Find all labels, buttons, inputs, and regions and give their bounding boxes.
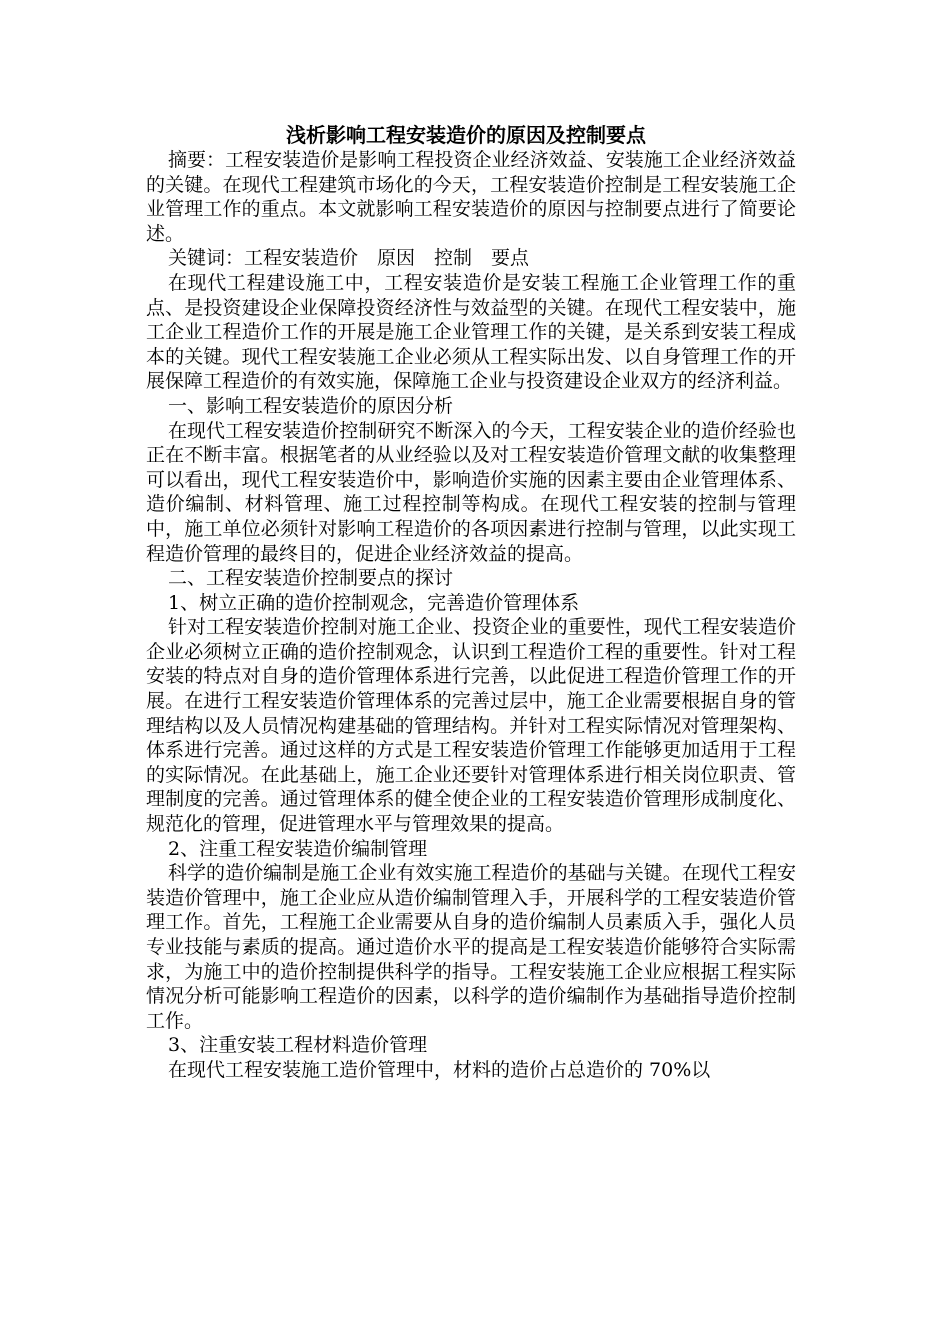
subsection3-paragraph: 在现代工程安装施工造价管理中，材料的造价占总造价的 70%以 (168, 1058, 711, 1081)
subsection2-paragraph: 科学的造价编制是施工企业有效实施工程造价的基础与关键。在现代工程安装造价管理中，施工企业应从造价编制管理入手，开展科学的工程安装造价管理工作。首先，工程施工企业需要从自身的造价编制人员素质入手，强化人员专业技能与素质的提高。通过造价水平的提高是工程安装造价能够符合实际需求，为施工中的造价控制提供科学的指导。工程安装施工企业应根据工程实际情况分析可能影响工程造价的因素，以科学的造价编制作为基础指导造价控制工作。 (146, 862, 796, 1032)
section1-paragraph: 在现代工程安装造价控制研究不断深入的今天，工程安装企业的造价经验也正在不断丰富。根据笔者的从业经验以及对工程安装造价管理文献的收集整理可以看出，现代工程安装造价中，影响造价实施的因素主要由企业管理体系、造价编制、材料管理、施工过程控制等构成。在现代工程安装的控制与管理中，施工单位必须针对影响工程造价的各项因素进行控制与管理，以此实现工程造价管理的最终目的，促进企业经济效益的提高。 (146, 419, 796, 565)
keywords-line: 关键词：工程安装造价 原因 控制 要点 (168, 247, 530, 270)
subsection1-paragraph: 针对工程安装造价控制对施工企业、投资企业的重要性，现代工程安装造价企业必须树立正确的造价控制观念，认识到工程造价工程的重要性。针对工程安装的特点对自身的造价管理体系进行完善，以此促进工程造价管理工作的开展。在进行工程安装造价管理体系的完善过层中，施工企业需要根据自身的管理结构以及人员情况构建基础的管理结构。并针对工程实际情况对管理架构、体系进行完善。通过这样的方式是工程安装造价管理工作能够更加适用于工程的实际情况。在此基础上，施工企业还要针对管理体系进行相关岗位职责、管理制度的完善。通过管理体系的健全使企业的工程安装造价管理形成制度化、规范化的管理，促进管理水平与管理效果的提高。 (146, 616, 796, 836)
subsection1-heading: 1、树立正确的造价控制观念，完善造价管理体系 (168, 591, 580, 614)
section1-heading: 一、影响工程安装造价的原因分析 (168, 394, 454, 417)
section2-heading: 二、工程安装造价控制要点的探讨 (168, 567, 454, 590)
intro-paragraph: 在现代工程建设施工中，工程安装造价是安装工程施工企业管理工作的重点、是投资建设企业保障投资经济性与效益型的关键。在现代工程安装中，施工企业工程造价工作的开展是施工企业管理工作的关键，是关系到安装工程成本的关键。现代工程安装施工企业必须从工程实际出发、以自身管理工作的开展保障工程造价的有效实施，保障施工企业与投资建设企业双方的经济利益。 (146, 271, 796, 393)
abstract-paragraph: 摘要：工程安装造价是影响工程投资企业经济效益、安装施工企业经济效益的关键。在现代工程建筑市场化的今天，工程安装造价控制是工程安装施工企业管理工作的重点。本文就影响工程安装造价的原因与控制要点进行了简要论述。 (146, 149, 796, 245)
document-body (146, 122, 796, 1083)
document-title: 浅析影响工程安装造价的原因及控制要点 (286, 123, 646, 147)
subsection2-heading: 2、注重工程安装造价编制管理 (168, 837, 428, 860)
subsection3-heading: 3、注重安装工程材料造价管理 (168, 1034, 428, 1057)
